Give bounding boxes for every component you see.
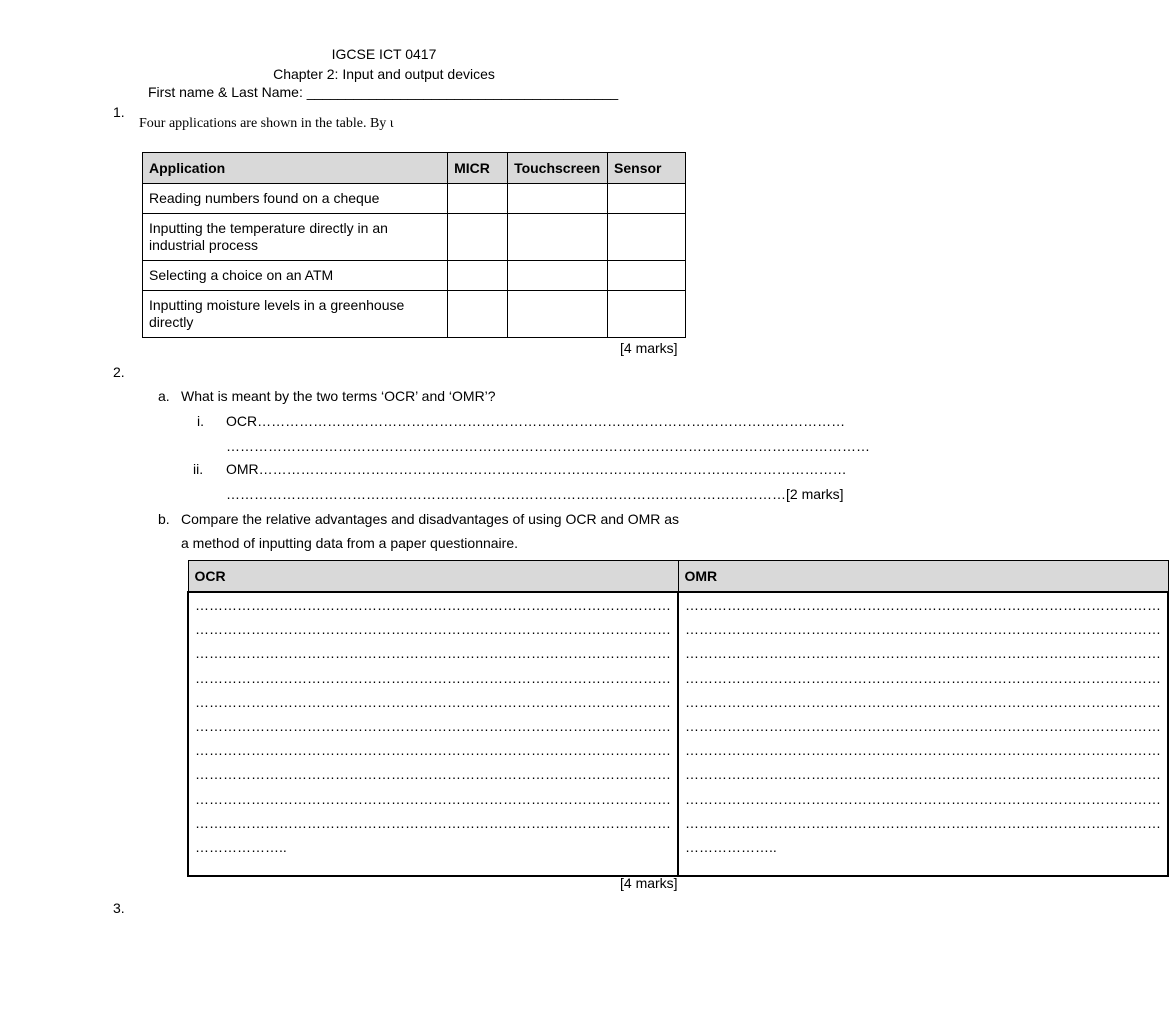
dot-line: ………………………………………………………………………………………… [195, 790, 671, 807]
dot-line: ………………………………………………………………………………………… [195, 742, 671, 759]
dot-line: ………………………………………………………………………………………… [195, 693, 671, 710]
comparison-table-header [188, 561, 1168, 593]
part-b-text-line-1: Compare the relative advantages and disadvantages of using OCR and OMR as [181, 511, 680, 527]
table-row [188, 592, 1168, 876]
sub-i-label: i. [197, 413, 204, 429]
application-cell: Selecting a choice on an ATM [143, 261, 448, 291]
dot-line: ………………………………………………………………………………………… [685, 621, 1161, 638]
question-3-number: 3. [113, 900, 125, 916]
sub-ii-label: ii. [193, 461, 204, 477]
ocr-answer-line-2[interactable]: ………………………………………………………………………………………………………………………… [226, 438, 870, 454]
question-1-marks: [4 marks] [620, 340, 678, 356]
answer-cell-touchscreen[interactable] [508, 261, 608, 291]
header-touchscreen: Touchscreen [508, 153, 608, 184]
answer-cell-touchscreen[interactable] [508, 184, 608, 214]
omr-answer-cell[interactable] [678, 592, 1168, 876]
answer-cell-sensor[interactable] [608, 214, 686, 261]
omr-answer-line-2[interactable]: …………………………………………………………………………………………………………[2 marks] [226, 486, 844, 502]
application-cell: Inputting the temperature directly in an industrial process [143, 214, 448, 261]
table-row [143, 184, 686, 214]
question-1-prompt: Four applications are shown in the table. By ι [139, 116, 394, 131]
name-label: First name & Last Name: ________________________________________ [148, 84, 619, 100]
application-table [142, 152, 686, 338]
question-2-number: 2. [113, 364, 125, 380]
dot-line: ………………………………………………………………………………………… [195, 645, 671, 662]
dot-line: ………………………………………………………………………………………… [685, 766, 1161, 783]
question-1-number: 1. [113, 104, 125, 120]
part-b-label: b. [158, 511, 170, 527]
chapter-title: Chapter 2: Input and output devices [273, 66, 495, 82]
header-ocr: OCR [188, 561, 678, 593]
application-table-header [143, 153, 686, 184]
dot-line: ………………………………………………………………………………………… [685, 645, 1161, 662]
dot-line: ………………………………………………………………………………………… [685, 669, 1161, 686]
application-cell: Inputting moisture levels in a greenhouse directly [143, 291, 448, 338]
header-micr: MICR [448, 153, 508, 184]
dot-line: ………………………………………………………………………………………… [685, 790, 1161, 807]
answer-cell-micr[interactable] [448, 291, 508, 338]
dot-line: ………………………………………………………………………………………… [685, 693, 1161, 710]
dot-line: ………………………………………………………………………………………… [195, 621, 671, 638]
part-a-text: What is meant by the two terms ‘OCR’ and ‘OMR’? [181, 388, 496, 404]
table-row [143, 261, 686, 291]
omr-answer-line-1[interactable]: OMR……………………………………………………………………………………………………………… [226, 461, 847, 477]
part-a-label: a. [158, 388, 170, 404]
answer-cell-touchscreen[interactable] [508, 214, 608, 261]
answer-cell-micr[interactable] [448, 184, 508, 214]
answer-cell-sensor[interactable] [608, 291, 686, 338]
dot-line-last: ……………….. [685, 839, 777, 856]
dot-line: ………………………………………………………………………………………… [195, 597, 671, 613]
question-2-marks: [4 marks] [620, 875, 678, 891]
ocr-omr-comparison-table [187, 560, 1169, 877]
header-application: Application [143, 153, 448, 184]
dot-line: ………………………………………………………………………………………… [195, 814, 671, 831]
dot-line: ………………………………………………………………………………………… [195, 669, 671, 686]
dot-line: ………………………………………………………………………………………… [685, 597, 1161, 613]
dot-line: ………………………………………………………………………………………… [195, 718, 671, 735]
table-row [143, 291, 686, 338]
header-omr: OMR [678, 561, 1168, 593]
header-sensor: Sensor [608, 153, 686, 184]
dot-line: ………………………………………………………………………………………… [685, 814, 1161, 831]
table-row [143, 214, 686, 261]
answer-cell-micr[interactable] [448, 261, 508, 291]
answer-cell-sensor[interactable] [608, 261, 686, 291]
dot-line: ………………………………………………………………………………………… [685, 718, 1161, 735]
ocr-answer-cell[interactable] [188, 592, 678, 876]
dot-line: ………………………………………………………………………………………… [685, 742, 1161, 759]
dot-line-last: ……………….. [195, 839, 287, 856]
answer-cell-micr[interactable] [448, 214, 508, 261]
answer-cell-sensor[interactable] [608, 184, 686, 214]
part-b-text-line-2: a method of inputting data from a paper questionnaire. [181, 535, 518, 551]
application-cell: Reading numbers found on a cheque [143, 184, 448, 214]
answer-cell-touchscreen[interactable] [508, 291, 608, 338]
course-title: IGCSE ICT 0417 [331, 46, 437, 62]
ocr-answer-line-1[interactable]: OCR……………………………………………………………………………………………………………… [226, 413, 846, 429]
dot-line: ………………………………………………………………………………………… [195, 766, 671, 783]
